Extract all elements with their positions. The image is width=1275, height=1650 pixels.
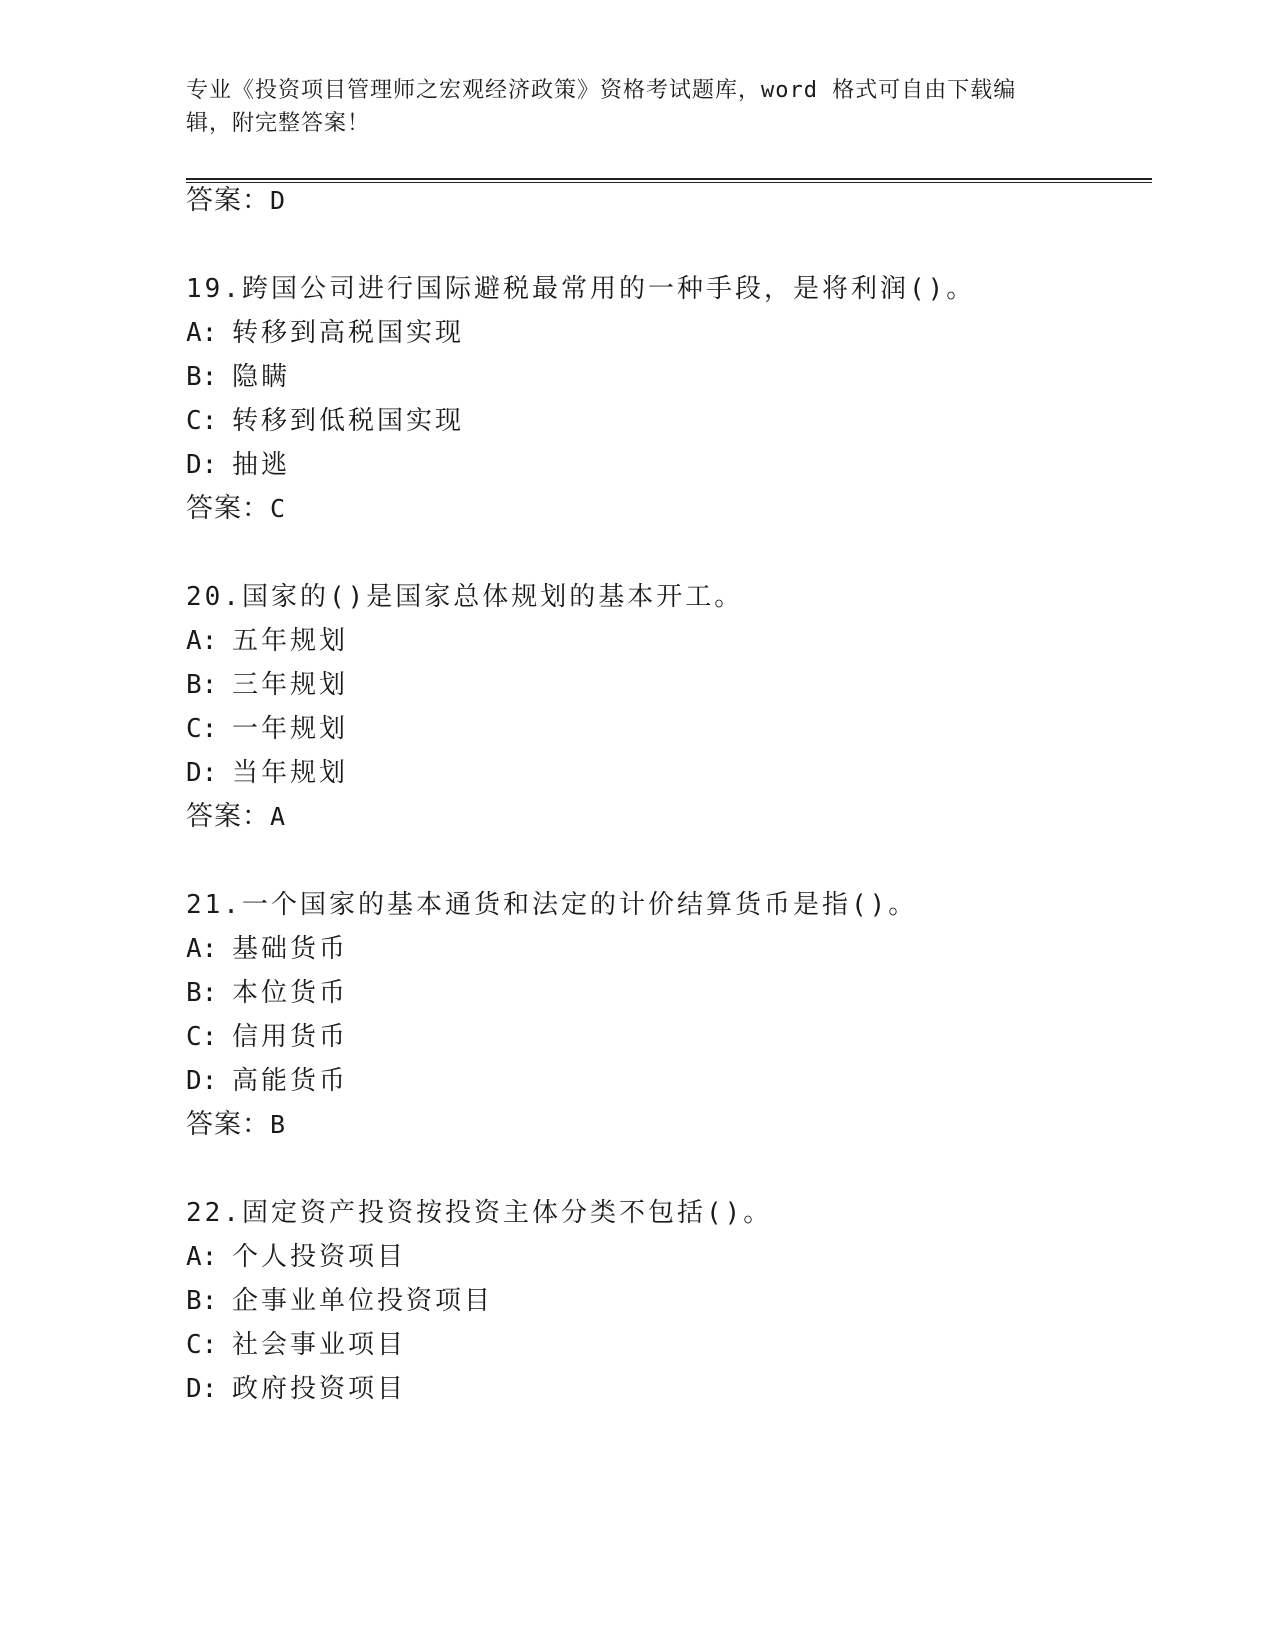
answer-label: 答案： <box>186 185 270 216</box>
option-c <box>186 404 464 438</box>
option-d <box>186 1372 406 1406</box>
answer-line <box>186 492 286 526</box>
option-d <box>186 1064 348 1098</box>
header-note-line-2: 辑，附完整答案！ <box>186 111 371 136</box>
option-key: C: <box>186 1330 218 1360</box>
answer-line <box>186 184 286 218</box>
option-a <box>186 1240 406 1274</box>
answer-value: D <box>270 186 287 215</box>
answer-label: 答案： <box>186 493 270 524</box>
option-text: 本位货币 <box>232 978 349 1008</box>
option-key: A: <box>186 934 218 964</box>
option-c <box>186 1020 348 1054</box>
option-key: C: <box>186 714 218 744</box>
answer-value: C <box>270 494 287 523</box>
option-text: 一年规划 <box>232 714 349 744</box>
option-text: 三年规划 <box>232 670 349 700</box>
option-key: A: <box>186 1242 218 1272</box>
option-key: A: <box>186 626 218 656</box>
header-note <box>186 74 1066 140</box>
question-stem: 21.一个国家的基本通货和法定的计价结算货币是指()。 <box>186 890 918 920</box>
option-a <box>186 316 464 350</box>
option-key: D: <box>186 758 218 788</box>
option-c <box>186 1328 406 1362</box>
answer-line <box>186 1108 286 1142</box>
option-key: C: <box>186 406 218 436</box>
answer-label: 答案： <box>186 801 270 832</box>
option-key: B: <box>186 670 218 700</box>
option-text: 五年规划 <box>232 626 349 656</box>
option-b <box>186 360 290 394</box>
option-key: A: <box>186 318 218 348</box>
header-rule <box>186 178 1152 183</box>
option-key: C: <box>186 1022 218 1052</box>
answer-value: B <box>270 1110 287 1139</box>
question-stem: 22.固定资产投资按投资主体分类不包括()。 <box>186 1198 773 1228</box>
option-text: 抽逃 <box>232 450 291 480</box>
option-text: 政府投资项目 <box>232 1374 407 1404</box>
option-text: 基础货币 <box>232 934 349 964</box>
option-a <box>186 624 348 658</box>
option-b <box>186 668 348 702</box>
answer-label: 答案： <box>186 1109 270 1140</box>
header-note-line-1: 专业《投资项目管理师之宏观经济政策》资格考试题库，word 格式可自由下载编 <box>186 78 1017 103</box>
option-text: 个人投资项目 <box>232 1242 407 1272</box>
option-text: 隐瞒 <box>232 362 291 392</box>
answer-line <box>186 800 286 834</box>
option-text: 企事业单位投资项目 <box>232 1286 494 1316</box>
option-key: D: <box>186 450 218 480</box>
question-stem: 20.国家的()是国家总体规划的基本开工。 <box>186 582 744 612</box>
option-key: B: <box>186 978 218 1008</box>
option-d <box>186 756 348 790</box>
option-b <box>186 976 348 1010</box>
option-text: 转移到高税国实现 <box>232 318 465 348</box>
option-text: 社会事业项目 <box>232 1330 407 1360</box>
question-stem: 19.跨国公司进行国际避税最常用的一种手段，是将利润()。 <box>186 274 976 304</box>
option-key: D: <box>186 1066 218 1096</box>
option-a <box>186 932 348 966</box>
option-text: 信用货币 <box>232 1022 349 1052</box>
option-text: 转移到低税国实现 <box>232 406 465 436</box>
option-text: 高能货币 <box>232 1066 349 1096</box>
answer-value: A <box>270 802 287 831</box>
option-d <box>186 448 290 482</box>
option-key: B: <box>186 1286 218 1316</box>
option-text: 当年规划 <box>232 758 349 788</box>
option-b <box>186 1284 493 1318</box>
option-key: D: <box>186 1374 218 1404</box>
option-c <box>186 712 348 746</box>
option-key: B: <box>186 362 218 392</box>
